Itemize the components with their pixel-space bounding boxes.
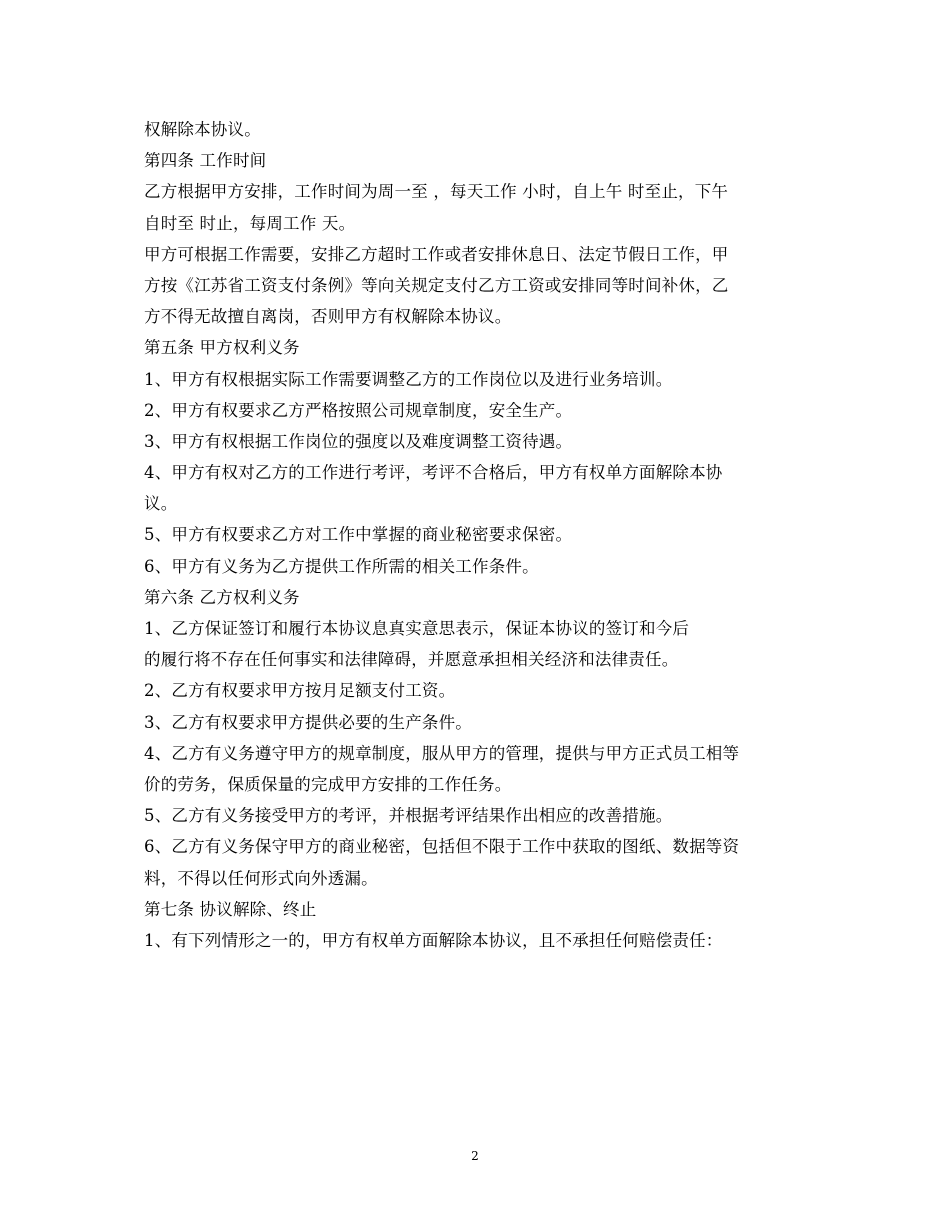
list-item: 6、乙方有义务保守甲方的商业秘密，包括但不限于工作中获取的图纸、数据等资 [144, 837, 740, 857]
text-line: 甲方可根据工作需要，安排乙方超时工作或者安排休息日、法定节假日工作，甲 [144, 244, 729, 264]
list-item: 4、乙方有义务遵守甲方的规章制度，服从甲方的管理，提供与甲方正式员工相等 [144, 743, 740, 763]
list-item: 1、乙方保证签订和履行本协议息真实意思表示，保证本协议的签订和今后 [144, 619, 690, 638]
list-item: 2、乙方有权要求甲方按月足额支付工资。 [144, 681, 456, 701]
page-number: 2 [471, 1149, 479, 1163]
list-item: 3、甲方有权根据工作岗位的强度以及难度调整工资待遇。 [144, 431, 573, 451]
text-line: 议。 [144, 494, 178, 514]
section-heading: 第六条 乙方权利义务 [144, 587, 300, 607]
list-item: 1、有下列情形之一的，甲方有权单方面解除本协议，且不承担任何赔偿责任： [144, 930, 723, 950]
text-line: 方按《江苏省工资支付条例》等向关规定支付乙方工资或安排同等时间补休，乙 [144, 275, 729, 295]
document-body [144, 114, 814, 956]
text-line: 的履行将不存在任何事实和法律障碍，并愿意承担相关经济和法律责任。 [144, 650, 679, 670]
list-item: 2、甲方有权要求乙方严格按照公司规章制度，安全生产。 [144, 400, 573, 420]
section-heading: 第五条 甲方权利义务 [144, 338, 300, 358]
text-line: 乙方根据甲方安排，工作时间为周一至 ，每天工作 小时，自上午 时至止，下午 [144, 182, 729, 202]
text-line: 料，不得以任何形式向外透漏。 [144, 868, 378, 888]
text-line: 价的劳务，保质保量的完成甲方安排的工作任务。 [144, 774, 512, 794]
section-heading: 第七条 协议解除、终止 [144, 899, 317, 919]
list-item: 6、甲方有义务为乙方提供工作所需的相关工作条件。 [144, 556, 539, 576]
text-line: 权解除本协议。 [144, 120, 261, 139]
text-line: 方不得无故擅自离岗，否则甲方有权解除本协议。 [144, 307, 512, 327]
list-item: 4、甲方有权对乙方的工作进行考评，考评不合格后，甲方有权单方面解除本协 [144, 463, 723, 483]
list-item: 3、乙方有权要求甲方提供必要的生产条件。 [144, 712, 472, 732]
list-item: 5、甲方有权要求乙方对工作中掌握的商业秘密要求保密。 [144, 525, 573, 545]
text-line: 自时至 时止，每周工作 天。 [144, 213, 356, 233]
list-item: 1、甲方有权根据实际工作需要调整乙方的工作岗位以及进行业务培训。 [144, 369, 673, 389]
section-heading: 第四条 工作时间 [144, 151, 267, 171]
list-item: 5、乙方有义务接受甲方的考评，并根据考评结果作出相应的改善措施。 [144, 806, 673, 826]
